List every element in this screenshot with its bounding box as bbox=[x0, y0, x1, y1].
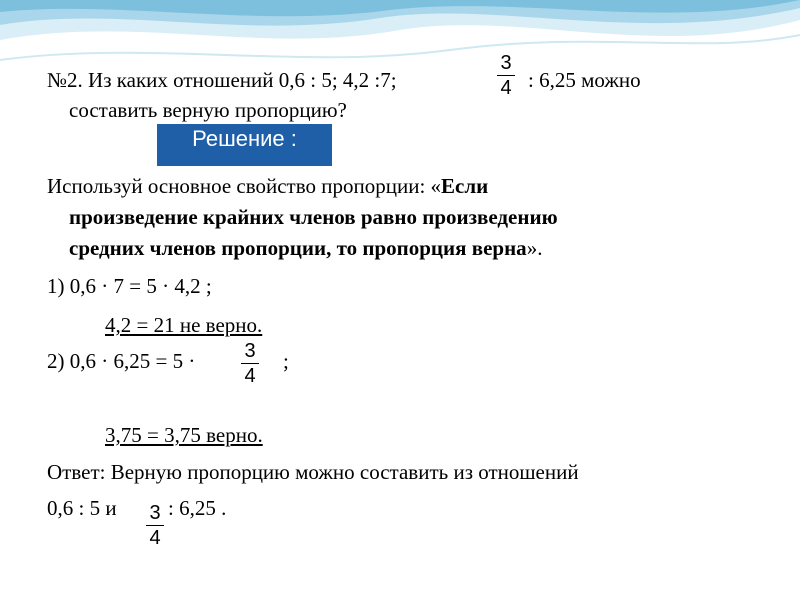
answer-line2-part2: : 6,25 . bbox=[168, 496, 227, 520]
wave-header-decoration bbox=[0, 0, 800, 70]
problem-line2: составить верную пропорцию? bbox=[69, 98, 347, 122]
hint-bold-3: средних членов пропорции, то пропорция верна bbox=[69, 236, 527, 260]
hint-bold-2: произведение крайних членов равно произведению bbox=[69, 205, 558, 229]
problem-fraction bbox=[497, 52, 515, 99]
answer-fraction bbox=[146, 502, 164, 549]
step2-line-part1: 2) 0,6 · 6,25 = 5 · bbox=[47, 349, 196, 373]
hint-suffix: ». bbox=[526, 236, 543, 260]
fraction-bar bbox=[497, 75, 515, 76]
hint-bold-1: Если bbox=[441, 174, 489, 198]
answer-line1: Ответ: Верную пропорцию можно составить из отношений bbox=[47, 460, 579, 484]
fraction-numerator: 3 bbox=[244, 340, 256, 362]
hint-line1 bbox=[47, 172, 488, 200]
fraction-denominator: 4 bbox=[500, 77, 512, 99]
fraction-denominator: 4 bbox=[149, 527, 161, 549]
hint-line3 bbox=[69, 234, 542, 262]
fraction-numerator: 3 bbox=[500, 52, 512, 74]
fraction-numerator: 3 bbox=[149, 502, 161, 524]
step2-result: 3,75 = 3,75 верно. bbox=[105, 423, 263, 447]
answer-line2-part1: 0,6 : 5 и bbox=[47, 496, 117, 520]
step2-fraction bbox=[241, 340, 259, 387]
step1-result: 4,2 = 21 не верно. bbox=[105, 313, 263, 337]
fraction-bar bbox=[146, 525, 164, 526]
hint-prefix: Используй основное свойство пропорции: « bbox=[47, 174, 442, 198]
fraction-bar bbox=[241, 363, 259, 364]
fraction-denominator: 4 bbox=[244, 365, 256, 387]
problem-line1-part2: : 6,25 можно bbox=[528, 68, 641, 92]
problem-line1-part1: №2. Из каких отношений 0,6 : 5; 4,2 :7; bbox=[47, 68, 397, 92]
step2-line-part2: ; bbox=[283, 349, 289, 373]
solution-button[interactable]: Решение : bbox=[157, 124, 332, 166]
step1-line: 1) 0,6 · 7 = 5 · 4,2 ; bbox=[47, 274, 212, 298]
